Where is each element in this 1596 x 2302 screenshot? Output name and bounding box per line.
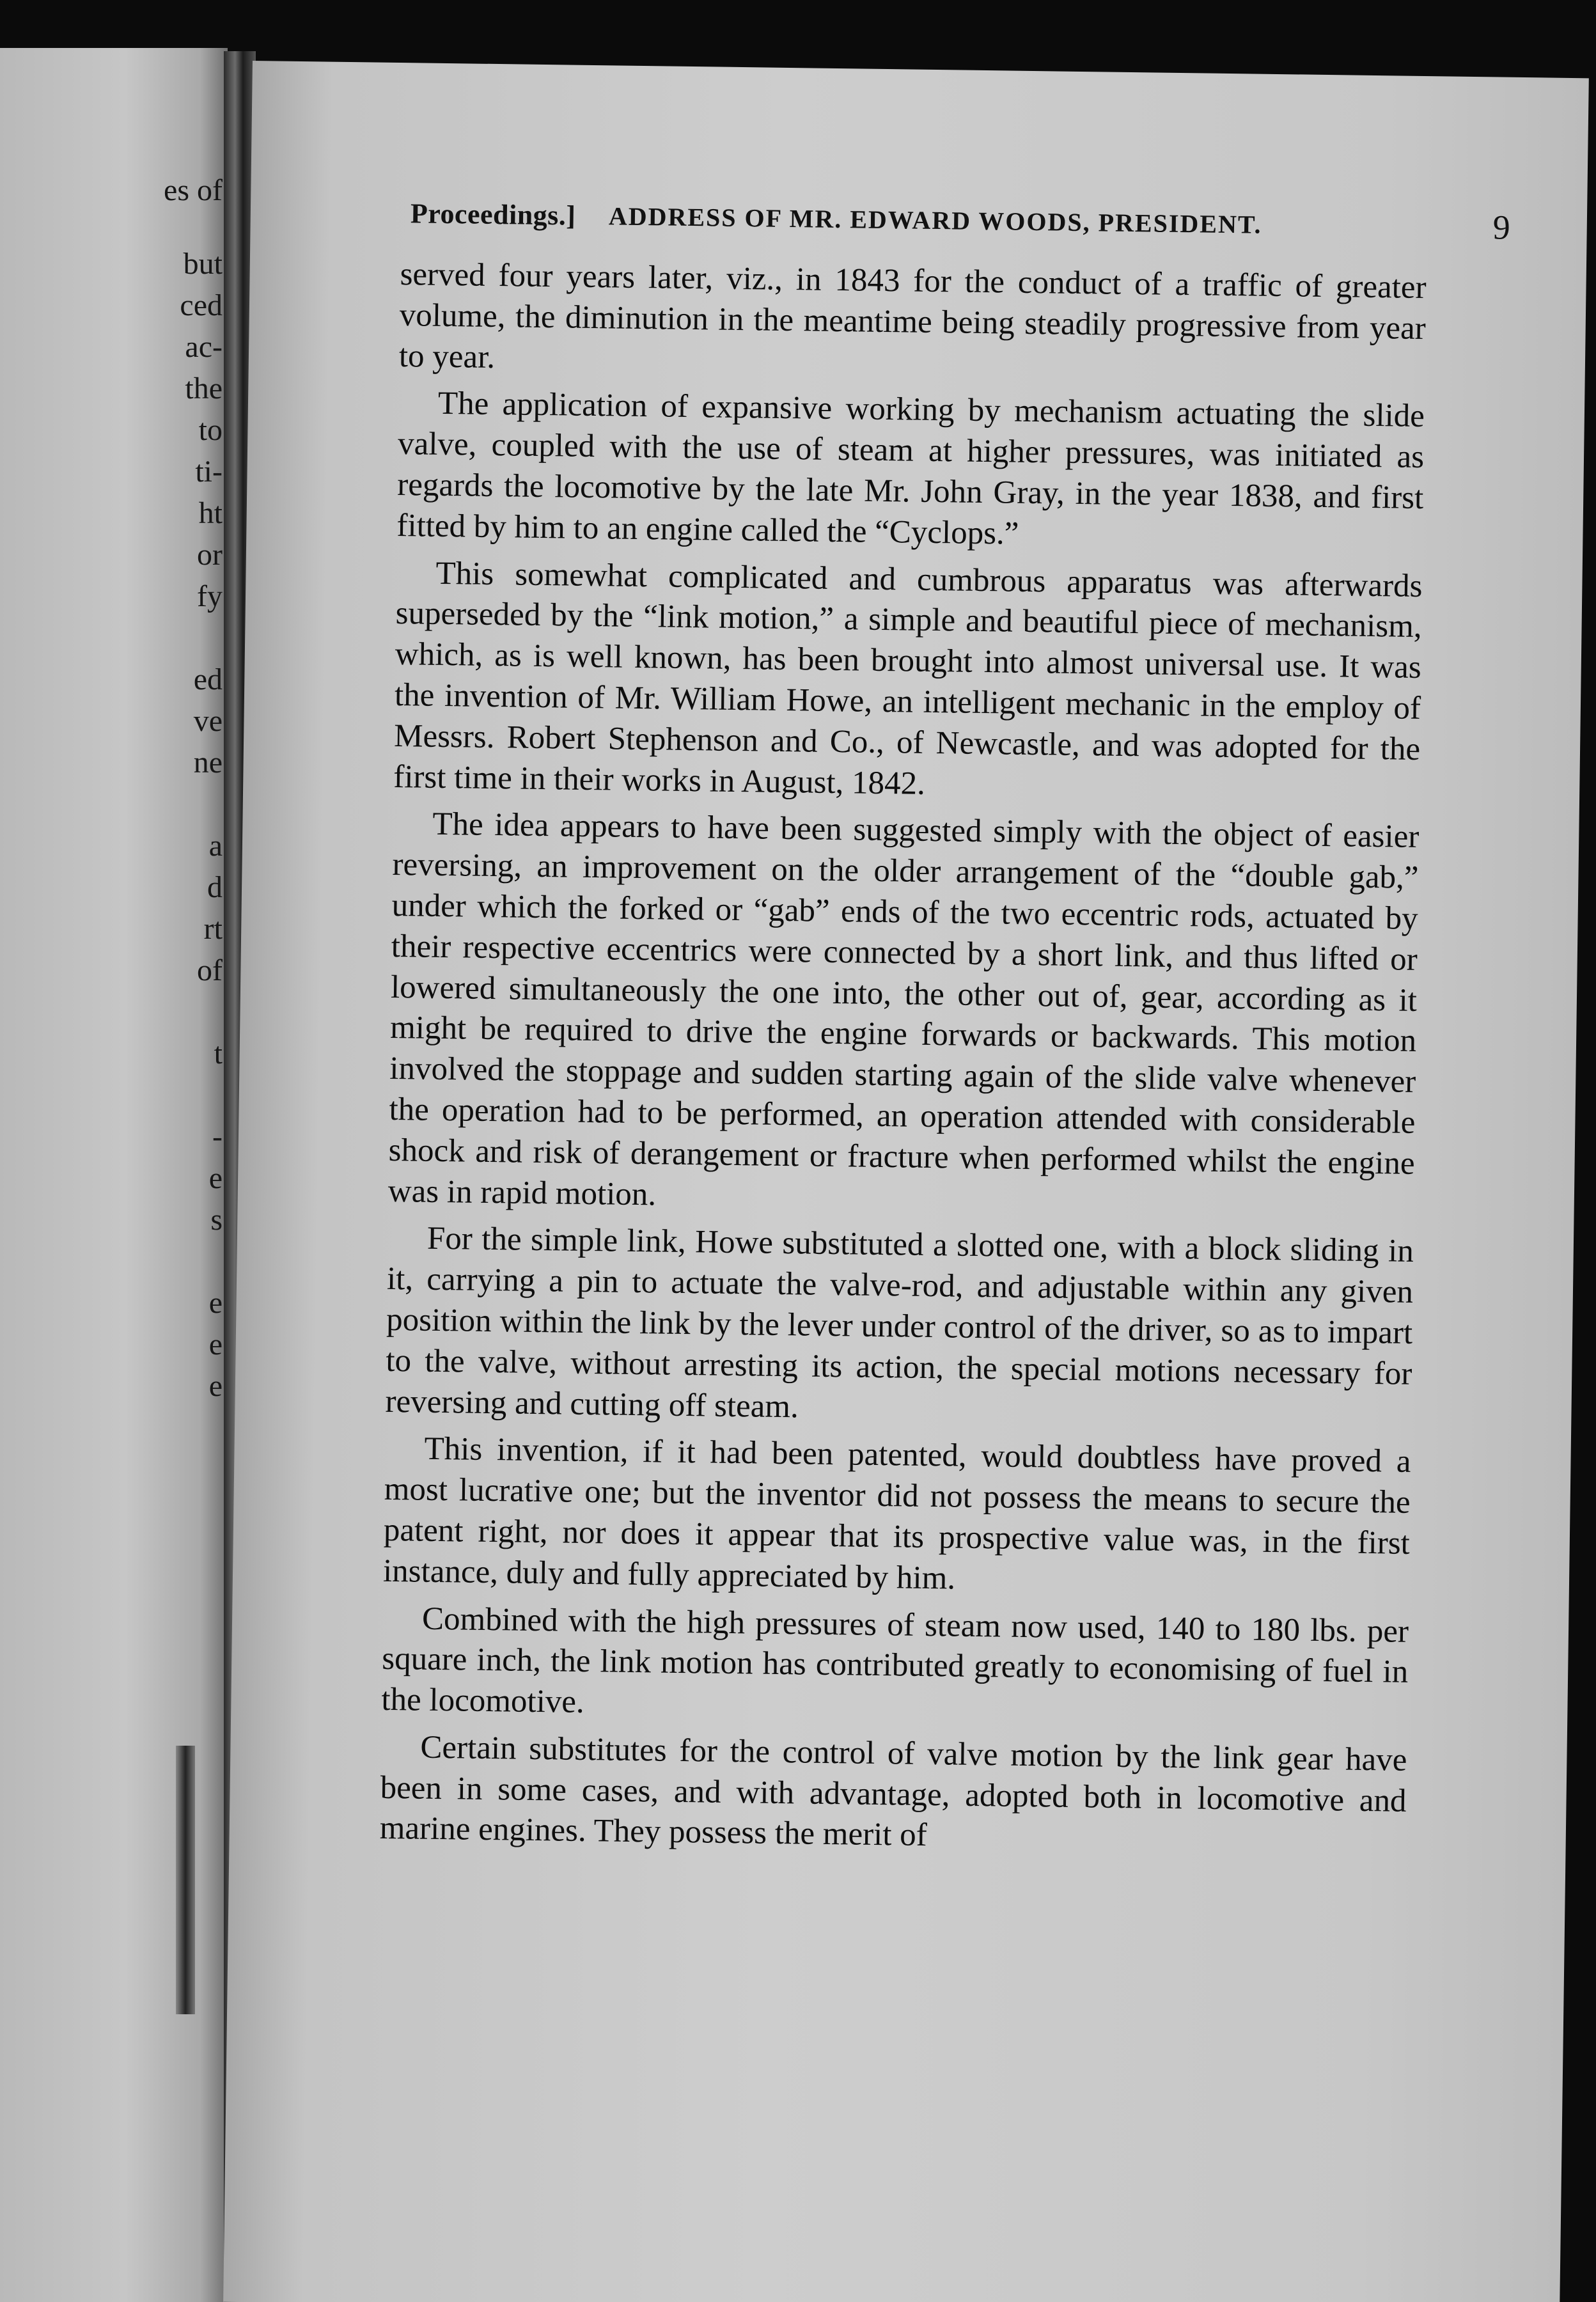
left-page-fragment: ht [198, 496, 223, 530]
left-page-fragment: a [208, 829, 223, 863]
left-page-fragment: d [207, 870, 223, 904]
left-page-fragment: or [197, 538, 223, 572]
binding-edge [176, 1746, 195, 2014]
paragraph-6: This invention, if it had been patented, would doubtless have proved a most lucrative one; but the inventor did not possess the means to secure the patent right, nor does it appear that its prospective value was, in the first instance, duly and fully appreciated by him. [382, 1431, 1411, 1597]
left-page-fragment: but [183, 247, 223, 281]
left-page-fragment: e [208, 1369, 223, 1403]
left-page-fragment: s [210, 1203, 223, 1237]
left-page-fragment: ac- [185, 330, 223, 364]
left-page-fragment: ti- [195, 455, 223, 489]
left-page-fragment: of [197, 953, 223, 987]
running-head-section: Proceedings.] [410, 198, 576, 231]
left-page-fragment: - [212, 1120, 223, 1154]
left-page-fragment: to [198, 413, 223, 447]
paragraph-2: The application of expansive working by mechanism actuating the slide valve, coupled with the use of steam at higher pressures, was initiated as regards the locomotive by the late Mr. John Gray, in the year 1838, and first fitted by him to an engine called the “Cyclops.” [396, 386, 1425, 552]
paragraph-5: For the simple link, Howe substituted a slotted one, with a block sliding in it, carrying a pin to actuate the valve-rod, and adjustable within any given position within the link by the lever under control of the driver, so as to impart to the valve, without arresting its action, the special motions necessary for reversing and cutting off steam. [385, 1221, 1414, 1425]
left-page-fragment: ced [180, 288, 223, 322]
right-page [223, 61, 1589, 2302]
left-page-fragment: rt [203, 912, 223, 946]
left-page-fragment: es of [164, 173, 223, 207]
left-page-fragment: ne [193, 746, 223, 779]
paragraph-1: served four years later, viz., in 1843 for the conduct of a traffic of greater volume, the diminution in the meantime being steadily progressive from year to year. [398, 256, 1427, 375]
left-page-fragment: t [214, 1037, 223, 1070]
paragraph-8: Certain substitutes for the control of valve motion by the link gear have been in some cases, and with advantage, adopted both in locomotive and marine engines. They possess the merit of [379, 1729, 1407, 1854]
paragraph-7: Combined with the high pressures of steam now used, 140 to 180 lbs. per square inch, the link motion has contributed greatly to economising of fuel in the locomotive. [381, 1601, 1409, 1721]
left-page-fragment: ve [193, 704, 223, 738]
left-page-fragment: ed [193, 662, 223, 696]
page-number: 9 [1492, 208, 1511, 247]
paragraph-4: The idea appears to have been suggested simply with the object of easier reversing, an improvement on the older arrangement of the “double gab,” under which the forked or “gab” ends of the two eccentric rods, actuated by their respective eccentrics were connected by a short link, and thus lifted or lowered simultaneously the one into, the other out of, gear, according as it might be required to drive the engine forwards or backwards. This motion involved the stoppage and sudden starting again of the slide valve whenever the operation had to be performed, an operation attended with considerable shock and risk of derangement or fracture when performed whilst the engine was in rapid motion. [387, 806, 1420, 1212]
paragraph-3: This somewhat complicated and cumbrous apparatus was afterwards superseded by the “link motion,” a simple and beautiful piece of mechanism, which, as is well known, has been brought into almost universal use. It was the invention of Mr. William Howe, an intelligent mechanic in the employ of Messrs. Robert Stephenson and Co., of Newcastle, and was adopted for the first time in their works in August, 1842. [393, 555, 1423, 802]
body-text [379, 254, 1427, 1869]
left-page-fragment: the [185, 372, 223, 405]
left-page-fragment: e [208, 1286, 223, 1320]
left-page-fragment: e [208, 1327, 223, 1361]
left-page-fragment: fy [197, 579, 223, 613]
left-page-fragment: e [208, 1161, 223, 1195]
running-head-title: ADDRESS OF MR. EDWARD WOODS, PRESIDENT. [608, 201, 1262, 239]
running-head [410, 197, 1511, 247]
